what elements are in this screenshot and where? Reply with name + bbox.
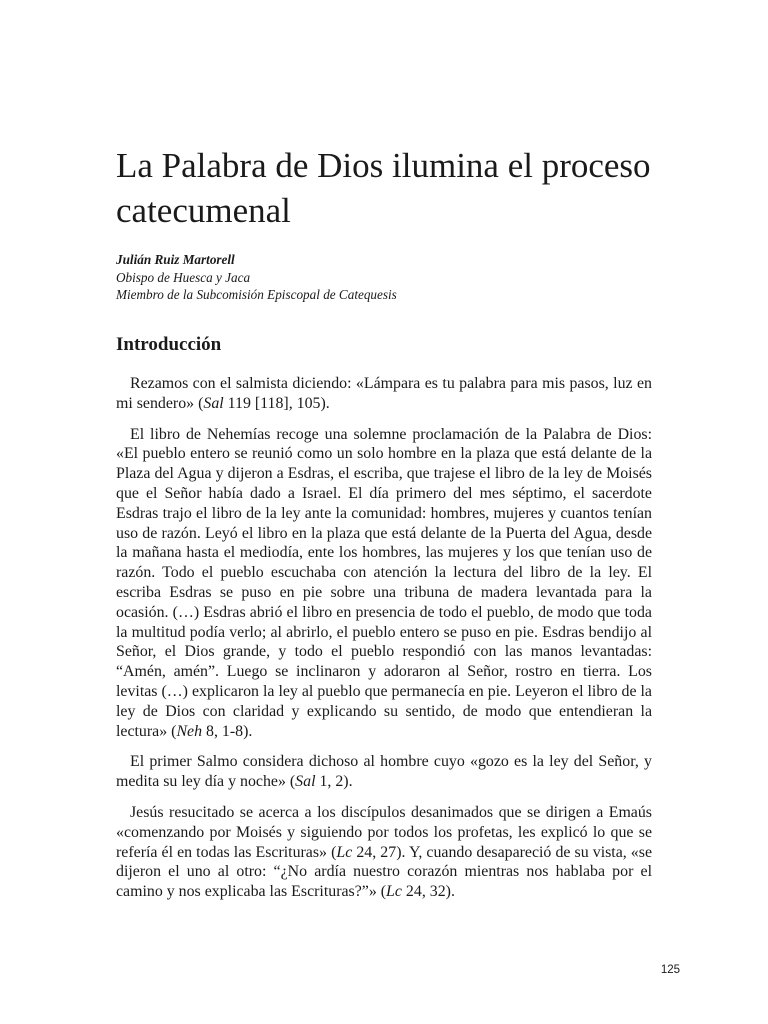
paragraph-text: 119 [118], 105). — [223, 394, 330, 412]
paragraph — [116, 374, 652, 414]
paragraph — [116, 752, 652, 792]
paragraph-text: 24, 27). Y, cuando desapareció de su vista, «se dijeron el uno al otro: “¿No ardía nuestro corazón mientras nos hablaba por el camino y nos explicaba las Escrituras?”» ( — [116, 843, 652, 901]
author-name: Julián Ruiz Martorell — [116, 252, 235, 267]
citation-book: Lc — [386, 883, 402, 901]
paragraph-text: El primer Salmo considera dichoso al hombre cuyo «gozo es la ley del Señor, y medita su ley día y noche» ( — [116, 753, 652, 791]
citation-book: Neh — [176, 722, 203, 740]
paragraph-text: 24, 32). — [401, 883, 455, 901]
paragraph-text: Rezamos con el salmista diciendo: «Lámpara es tu palabra para mis pasos, luz en mi sendero» ( — [116, 375, 652, 412]
article-title: La Palabra de Dios ilumina el proceso catecumenal — [116, 146, 651, 230]
author-block — [116, 251, 676, 304]
page-number: 125 — [660, 964, 680, 976]
paragraph — [116, 803, 652, 902]
section-heading: Introducción — [116, 334, 222, 355]
author-role-bishop: Obispo de Huesca y Jaca — [116, 269, 251, 285]
citation-book: Lc — [336, 843, 353, 861]
author-role-commission: Miembro de la Subcomisión Episcopal de Catequesis — [116, 287, 397, 302]
citation-book: Sal — [203, 394, 224, 412]
paragraph-text: 8, 1-8). — [202, 722, 253, 740]
paragraph-text: 1, 2). — [315, 773, 353, 791]
body-text — [116, 374, 652, 913]
citation-book: Sal — [295, 773, 316, 791]
paragraph — [116, 425, 652, 742]
paragraph-text: Jesús resucitado se acerca a los discípulos desanimados que se dirigen a Emaús «comenzando por Moisés y siguiendo por todos los profetas, les explicó lo que se refería él en todas las Escrituras» ( — [116, 803, 652, 861]
paragraph-text: El libro de Nehemías recoge una solemne proclamación de la Palabra de Dios: «El pueblo entero se reunió como un solo hombre en la plaza que está delante de la Plaza del Agua y dijeron a Esdras, el escriba, que trajese el libro de la ley de Moisés que el Señor había dado a Israel. El día primero del mes séptimo, el sacerdote Esdras trajo el libro de la ley ante la comunidad: hombres, mujeres y cuantos tenían uso de razón. Leyó el libro en la plaza que está delante de la Puerta del Agua, desde la mañana hasta el mediodía, ente los hombres, las mujeres y los que tenían uso de razón. Todo el pueblo escuchaba con atención la lectura del libro de la ley. El escriba Esdras se puso en pie sobre una tribuna de madera levantada para la ocasión. (…) Esdras abrió el libro en presencia de todo el pueblo, de modo que toda la multitud podía verlo; al abrirlo, el pueblo entero se puso en pie. Esdras bendijo al Señor, el Dios grande, y todo el pueblo respondió con las manos levantadas: “Amén, amén”. Luego se inclinaron y adoraron al Señor, rostro en tierra. Los levitas (…) explicaron la ley al pueblo que permanecía en pie. Leyeron el libro de la ley de Dios con claridad y explicando su sentido, de modo que entendieran la lectura» ( — [116, 425, 652, 740]
